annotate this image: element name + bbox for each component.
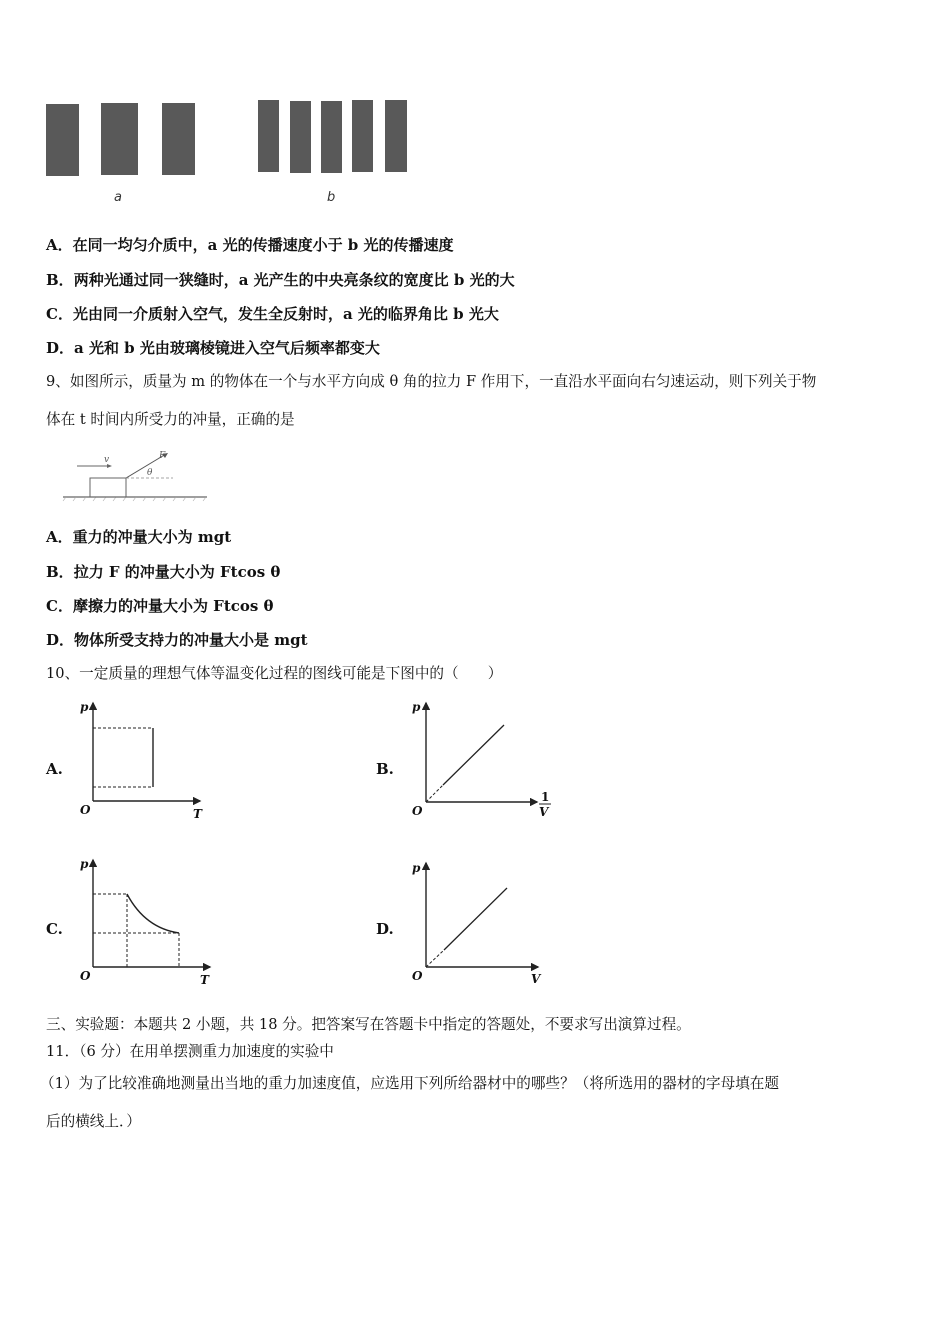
- graph-a: [93, 703, 200, 801]
- graph-b: [426, 703, 537, 802]
- option-key: B．: [46, 563, 74, 581]
- y-axis-label: p: [412, 861, 421, 875]
- origin-label: O: [412, 969, 423, 983]
- q11-part1-line1: （1）为了比较准确地测量出当地的重力加速度值，应选用下列所给器材中的哪些？（将所选用的器材的字母填在题: [40, 1075, 779, 1092]
- q11-part1-line2: 后的横线上．）: [46, 1113, 141, 1130]
- option-key: A．: [46, 236, 73, 254]
- option-key: D．: [46, 339, 75, 357]
- option-key: C．: [46, 597, 73, 615]
- graph-d-key: D.: [376, 920, 394, 938]
- graph-b-key: B.: [376, 760, 394, 778]
- option-text: 摩擦力的冲量大小为 Ftcos θ: [72, 597, 274, 615]
- origin-label: O: [80, 803, 91, 817]
- origin-label: O: [412, 804, 423, 818]
- option-text: 两种光通过同一狭缝时，a 光产生的中央亮条纹的宽度比 b 光的大: [73, 271, 515, 289]
- x-axis-label: V: [531, 972, 541, 986]
- option-text: 物体所受支持力的冲量大小是 mgt: [74, 631, 308, 649]
- q9-stem-line1: 9、如图所示，质量为 m 的物体在一个与水平方向成 θ 角的拉力 F 作用下，一直沿水平面向右匀速运动，则下列关于物: [46, 373, 817, 390]
- y-axis-label: p: [80, 700, 89, 714]
- option-text: a 光和 b 光由玻璃棱镜进入空气后频率都变大: [74, 339, 380, 357]
- graph-c: [93, 860, 210, 967]
- figure-label-a: a: [114, 190, 122, 205]
- velocity-label: v: [104, 455, 110, 465]
- x-axis-label-denominator: V: [539, 805, 549, 819]
- option-key: B．: [46, 271, 74, 289]
- graph-d: [426, 863, 538, 967]
- option-text: 拉力 F 的冲量大小为 Ftcos θ: [73, 563, 281, 581]
- option-key: A．: [46, 528, 73, 546]
- x-axis-label: T: [193, 807, 202, 821]
- option-key: C．: [46, 305, 73, 323]
- section-heading: 三、实验题：本题共 2 小题，共 18 分。把答案写在答题卡中指定的答题处，不要求写出演算过程。: [46, 1016, 691, 1033]
- option-text: 在同一均匀介质中，a 光的传播速度小于 b 光的传播速度: [72, 236, 454, 254]
- graph-c-key: C.: [46, 920, 63, 938]
- q11-title: 11．（6 分）在用单摆测重力加速度的实验中: [46, 1043, 334, 1060]
- option-key: D．: [46, 631, 75, 649]
- figure-label-b: b: [327, 190, 336, 205]
- origin-label: O: [80, 969, 91, 983]
- q9-stem-line2: 体在 t 时间内所受力的冲量，正确的是: [46, 411, 295, 428]
- force-label: F: [159, 451, 166, 461]
- option-text: 光由同一介质射入空气，发生全反射时，a 光的临界角比 b 光大: [72, 305, 499, 323]
- y-axis-label: p: [412, 700, 421, 714]
- y-axis-label: p: [80, 857, 89, 871]
- q10-stem: 10、一定质量的理想气体等温变化过程的图线可能是下图中的（ ）: [46, 665, 503, 682]
- x-axis-label-numerator: 1: [541, 790, 550, 804]
- option-text: 重力的冲量大小为 mgt: [72, 528, 232, 546]
- x-axis-label: T: [200, 973, 209, 987]
- angle-label: θ: [147, 468, 153, 478]
- graph-a-key: A.: [46, 760, 63, 778]
